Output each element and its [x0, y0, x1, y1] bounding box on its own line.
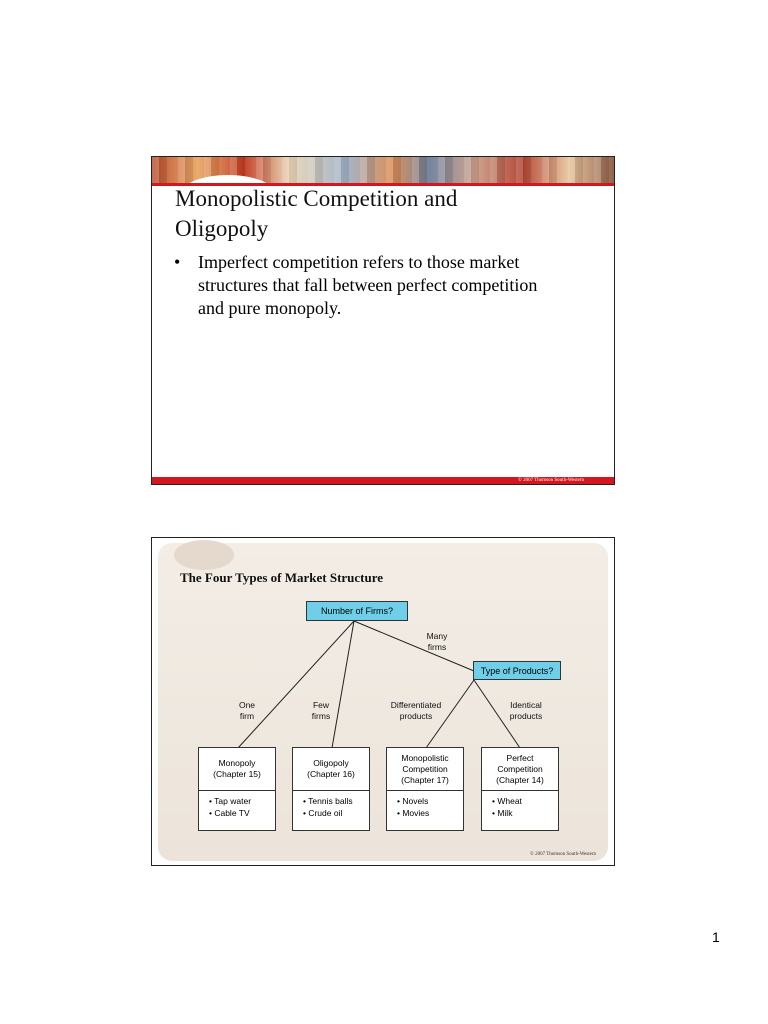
branch-label-few-firms [281, 700, 361, 722]
example-item: • Novels [397, 796, 429, 806]
example-item: • Crude oil [303, 808, 343, 818]
example-item: • Milk [492, 808, 513, 818]
market-box-examples [293, 791, 369, 819]
slide-1-title [175, 184, 595, 244]
connector-firms-monopoly [238, 621, 354, 748]
branch-differentiated-line-2: products [399, 711, 433, 721]
page-number: 1 [712, 929, 720, 945]
market-box-examples [199, 791, 275, 819]
branch-label-one-firm [207, 700, 287, 722]
branch-many-line-2: firms [427, 642, 447, 652]
market-box-examples [482, 791, 558, 819]
branch-few-line-1: Few [312, 700, 330, 710]
bullet-text [198, 251, 604, 320]
market-box-heading: Oligopoly (Chapter 16) [293, 748, 369, 791]
example-item: • Tap water [209, 796, 252, 806]
example-item: • Tennis balls [303, 796, 353, 806]
branch-few-line-2: firms [311, 711, 331, 721]
market-box-heading: Monopolistic Competition (Chapter 17) [387, 748, 463, 791]
number-of-firms-box: Number of Firms? [306, 601, 408, 621]
bullet-line-2: structures that fall between perfect competition [198, 275, 538, 295]
branch-label-many-firms [397, 631, 477, 653]
branch-one-line-1: One [238, 700, 256, 710]
market-box-perfect-competition [481, 747, 559, 831]
branch-many-line-1: Many [426, 631, 448, 641]
slide-2-title: The Four Types of Market Structure [180, 570, 384, 585]
slide-1-copyright: © 2007 Thomson South-Western [518, 478, 584, 483]
market-box-examples [387, 791, 463, 819]
market-box-monopolistic-competition [386, 747, 464, 831]
market-box-heading: Perfect Competition (Chapter 14) [482, 748, 558, 791]
branch-identical-line-2: products [509, 711, 543, 721]
bullet-symbol: • [174, 252, 181, 272]
branch-one-line-2: firm [239, 711, 255, 721]
example-item: • Wheat [492, 796, 522, 806]
branch-label-identical [486, 700, 566, 722]
slide-2-copyright: © 2007 Thomson South-Western [530, 852, 596, 857]
branch-differentiated-line-1: Differentiated [390, 700, 442, 710]
example-item: • Movies [397, 808, 430, 818]
example-item: • Cable TV [209, 808, 250, 818]
market-box-heading: Monopoly (Chapter 15) [199, 748, 275, 791]
bullet-line-3: and pure monopoly. [198, 298, 342, 318]
title-line-1: Monopolistic Competition and [175, 186, 458, 211]
slide-2 [151, 537, 615, 866]
slide-1 [151, 156, 615, 485]
branch-identical-line-1: Identical [510, 700, 542, 710]
bullet-line-1: Imperfect competition refers to those market [198, 252, 520, 272]
type-of-products-box: Type of Products? [473, 661, 561, 680]
branch-label-differentiated [376, 700, 456, 722]
bullet-item [174, 251, 604, 320]
market-box-monopoly [198, 747, 276, 831]
connector-firms-oligopoly [332, 621, 354, 748]
title-line-2: Oligopoly [175, 216, 269, 241]
market-box-oligopoly [292, 747, 370, 831]
